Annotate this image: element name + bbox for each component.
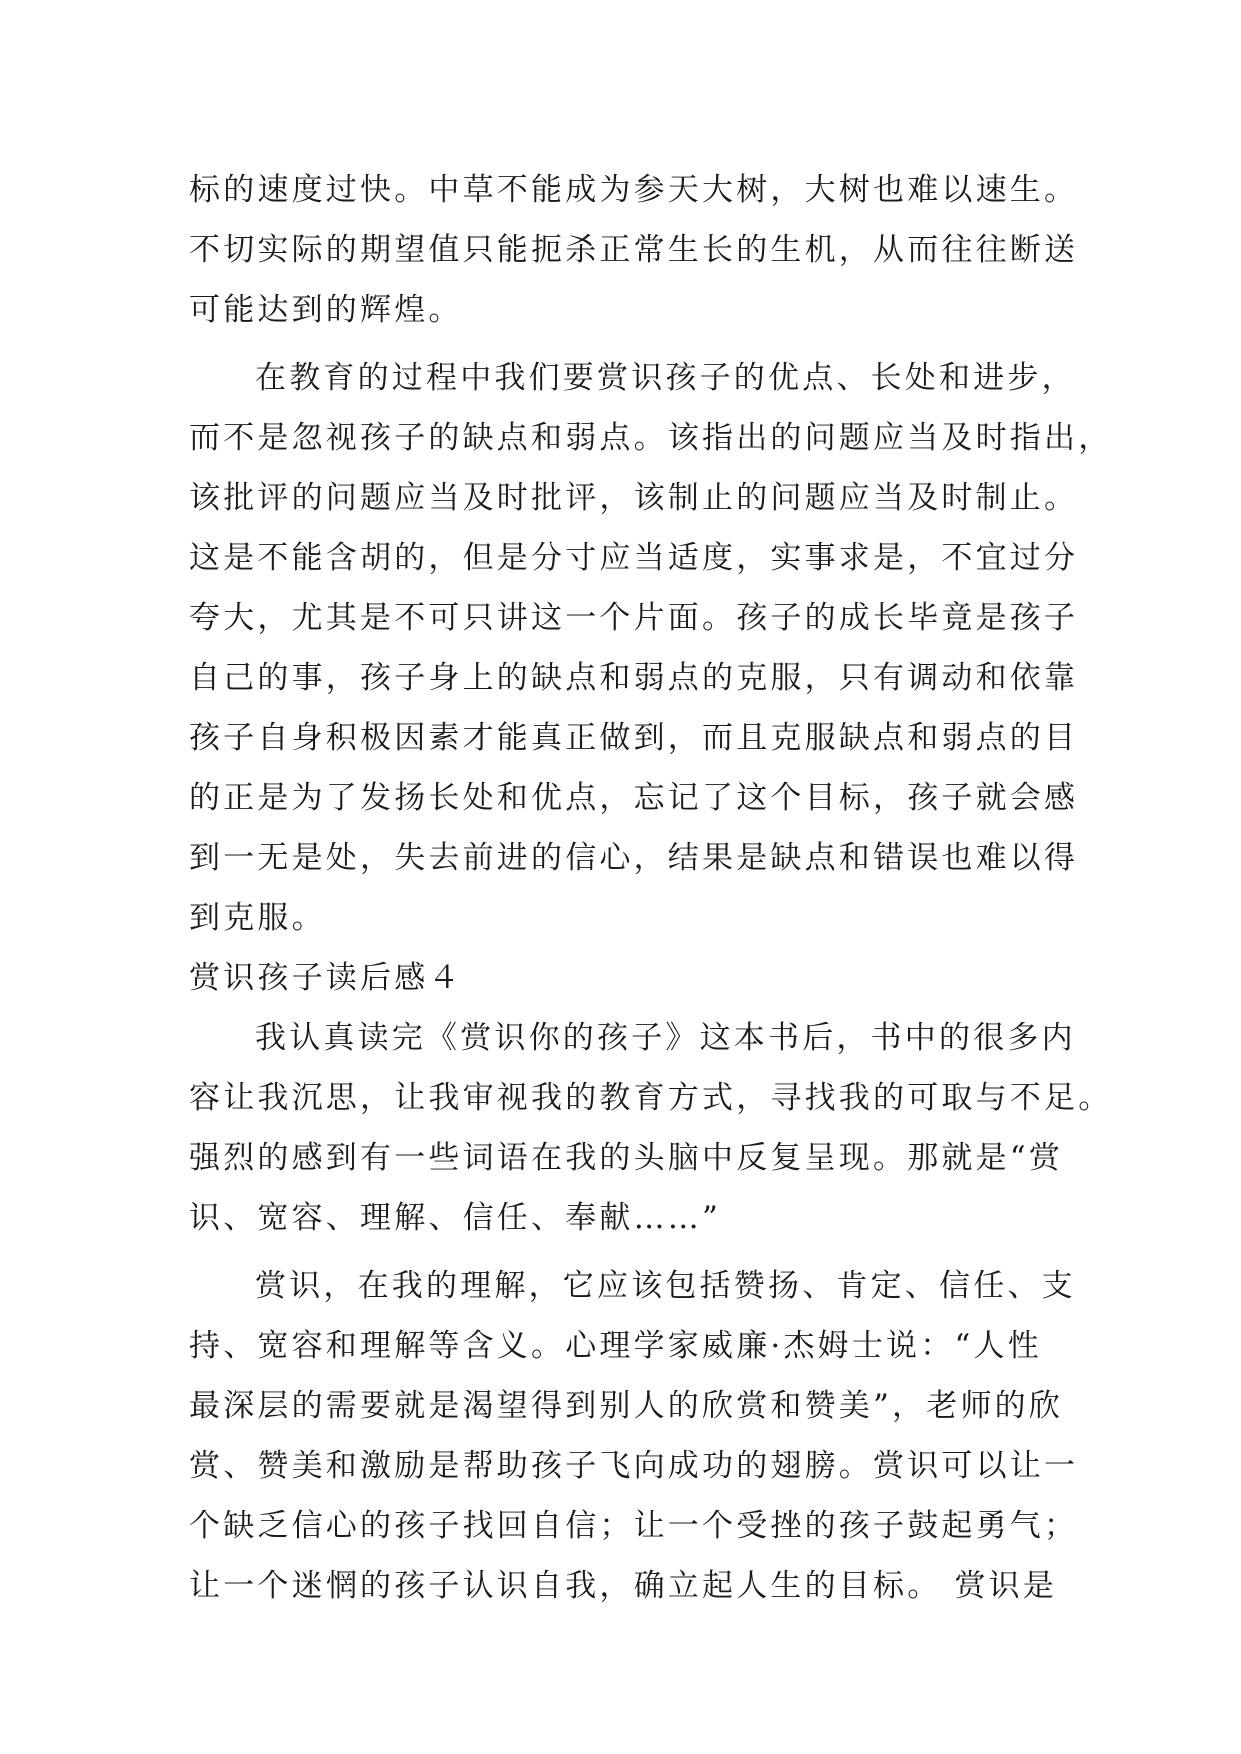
text-line: 到克服。 (189, 900, 326, 936)
section-title: 赏识孩子读后感４ (189, 960, 463, 996)
text-line: 该批评的问题应当及时批评，该制止的问题应当及时制止。 (189, 480, 1079, 516)
text-line: 识、宽容、理解、信任、奉献……” (189, 1200, 722, 1236)
text-line: 可能达到的辉煌。 (189, 292, 463, 328)
section-heading (189, 948, 1069, 1008)
text-line: 自己的事，孩子身上的缺点和弱点的克服，只有调动和依靠 (189, 660, 1079, 696)
text-line: 持、宽容和理解等含义。心理学家威廉·杰姆士说：“人性 (189, 1328, 1042, 1364)
text-line: 赏识，在我的理解，它应该包括赞扬、肯定、信任、支 (255, 1268, 1076, 1304)
text-line: 标的速度过快。中草不能成为参天大树，大树也难以速生。 (189, 172, 1079, 208)
text-line: 赏、赞美和激励是帮助孩子飞向成功的翅膀。赏识可以让一 (189, 1448, 1079, 1484)
text-line: 到一无是处，失去前进的信心，结果是缺点和错误也难以得 (189, 840, 1079, 876)
paragraph-3 (189, 1008, 1113, 1248)
text-line: 让一个迷惘的孩子认识自我，确立起人生的目标。 赏识是 (189, 1568, 1058, 1604)
paragraph-2 (189, 348, 1113, 948)
text-line: 孩子自身积极因素才能真正做到，而且克服缺点和弱点的目 (189, 720, 1079, 756)
text-line: 个缺乏信心的孩子找回自信；让一个受挫的孩子鼓起勇气； (189, 1508, 1079, 1544)
text-line: 我认真读完《赏识你的孩子》这本书后，书中的很多内 (255, 1020, 1076, 1056)
text-line: 夸大，尤其是不可只讲这一个片面。孩子的成长毕竟是孩子 (189, 600, 1079, 636)
text-line: 容让我沉思，让我审视我的教育方式，寻找我的可取与不足。 (189, 1080, 1113, 1116)
text-line: 而不是忽视孩子的缺点和弱点。该指出的问题应当及时指出， (189, 420, 1113, 456)
text-line: 的正是为了发扬长处和优点，忘记了这个目标，孩子就会感 (189, 780, 1079, 816)
paragraph-1 (189, 160, 1079, 340)
paragraph-4 (189, 1256, 1079, 1616)
text-line: 这是不能含胡的，但是分寸应当适度，实事求是，不宜过分 (189, 540, 1079, 576)
document-page (189, 160, 1113, 1616)
text-line: 不切实际的期望值只能扼杀正常生长的生机，从而往往断送 (189, 232, 1079, 268)
text-line: 强烈的感到有一些词语在我的头脑中反复呈现。那就是“赏 (189, 1140, 1064, 1176)
text-line: 最深层的需要就是渴望得到别人的欣赏和赞美”，老师的欣 (189, 1388, 1064, 1424)
text-line: 在教育的过程中我们要赏识孩子的优点、长处和进步， (255, 360, 1076, 396)
